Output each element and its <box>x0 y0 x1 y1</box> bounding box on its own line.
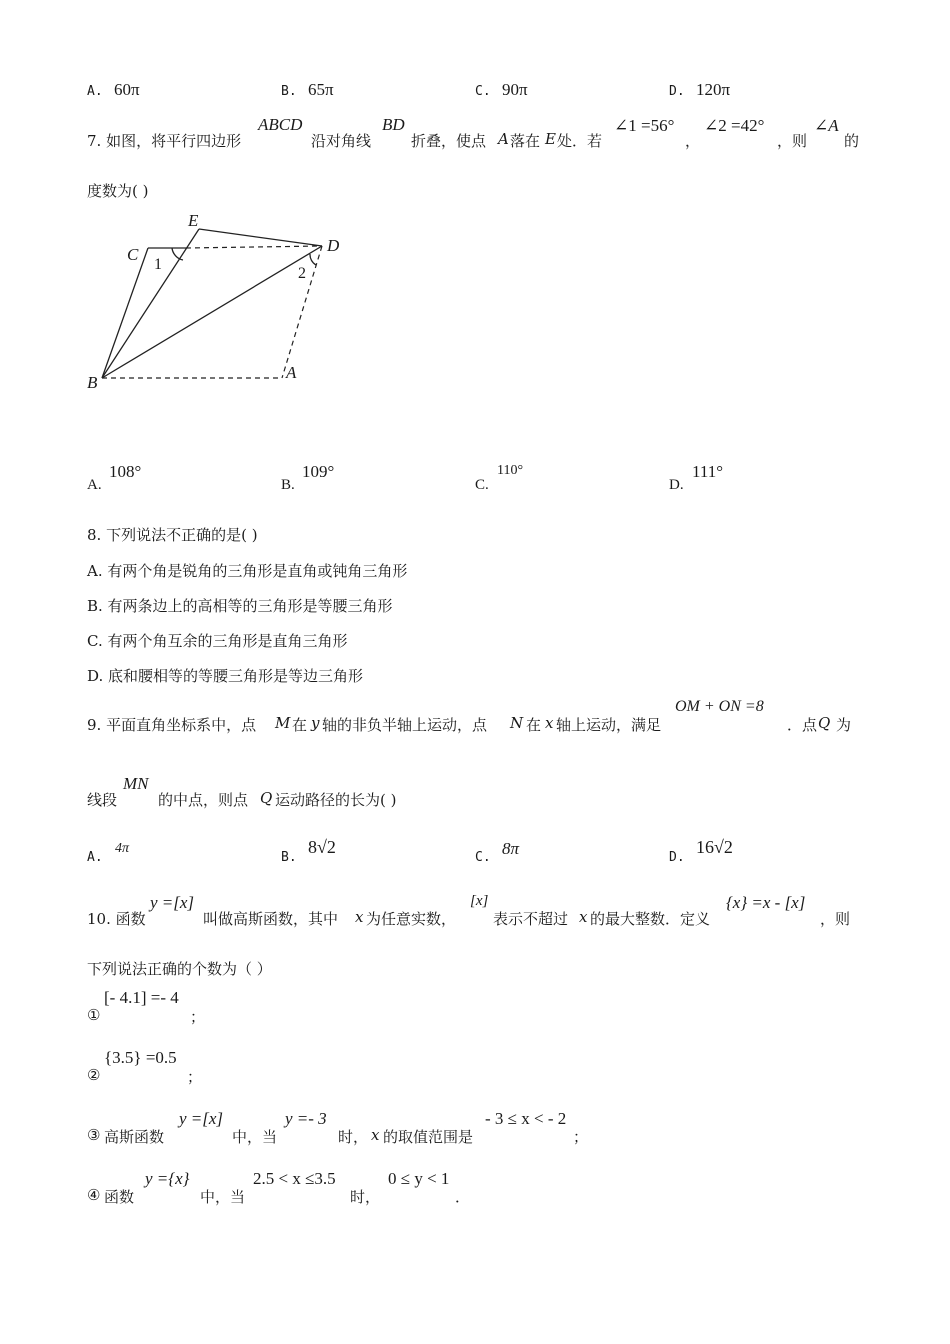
segment-be <box>102 229 199 378</box>
q10-item-2-math: {3.5} =0.5 <box>104 1048 177 1067</box>
q6-option-a-label: A. <box>87 84 103 99</box>
q7-math-angle1: ∠1 =56° <box>614 116 675 135</box>
q6-option-c-label: C. <box>475 84 491 99</box>
q10-text-1: 10. 函数 <box>87 910 146 928</box>
q10-item-3-text-3: 时， <box>338 1128 369 1146</box>
label-d: D <box>327 236 340 255</box>
q10-math-x: x <box>355 908 364 926</box>
q9-line2-text-1: 线段 <box>87 791 118 809</box>
q9-math-equation: OM + ON =8 <box>675 698 764 715</box>
q9-option-b-value: 8√2 <box>308 837 336 857</box>
q8-option-d: D. 底和腰相等的等腰三角形是等边三角形 <box>87 667 364 685</box>
label-e: E <box>188 211 199 230</box>
q10-item-4-text-3: 时， <box>350 1188 381 1206</box>
q7-option-c-label: C. <box>475 477 489 493</box>
segment-cd-dashed <box>186 246 322 248</box>
q7-figure <box>0 0 950 420</box>
q7-math-a: A <box>498 130 509 148</box>
q6-option-c-value: 90π <box>502 80 528 99</box>
q9-text-3: 轴的非负半轴上运动，点 <box>322 716 488 734</box>
label-b: B <box>87 373 98 392</box>
q6-option-b-value: 65π <box>308 80 334 99</box>
q10-text-5: 的最大整数．定义 <box>590 910 711 928</box>
q10-text-2: 叫做高斯函数，其中 <box>203 910 339 928</box>
q7-option-d-label: D. <box>669 477 684 493</box>
q10-text-4: 表示不超过 <box>493 910 569 928</box>
q7-text-1: 7. 如图，将平行四边形 <box>87 132 242 150</box>
q9-math-n: N <box>510 714 524 732</box>
q9-math-x: x <box>545 714 554 732</box>
q7-text-8: 的 <box>844 132 860 150</box>
q7-text-7: ，则 <box>777 132 808 150</box>
q9-math-q: Q <box>818 714 831 732</box>
q10-item-2-num: ② <box>87 1066 101 1084</box>
q9-text-5: 轴上运动，满足 <box>556 716 662 734</box>
q6-option-d-label: D. <box>669 84 685 99</box>
q8-option-b: B. 有两条边上的高相等的三角形是等腰三角形 <box>87 597 393 615</box>
q10-text-line2: 下列说法正确的个数为（ ） <box>87 960 272 978</box>
q9-option-d-value: 16√2 <box>696 837 733 857</box>
q10-item-3-math-4: - 3 ≤ x < - 2 <box>485 1109 567 1128</box>
q9-math-q2: Q <box>260 789 273 807</box>
q9-text-2: 在 <box>292 716 308 734</box>
q7-option-b-label: B. <box>281 477 295 493</box>
q9-text-4: 在 <box>526 716 542 734</box>
q7-option-a-label: A. <box>87 477 102 493</box>
q9-line2-text-3: 运动路径的长为( ) <box>275 791 397 809</box>
q9-option-d-label: D. <box>669 850 685 865</box>
q10-math-definition: {x} =x - [x] <box>726 893 806 912</box>
q7-text-4: 落在 <box>510 132 541 150</box>
q8-option-c: C. 有两个角互余的三角形是直角三角形 <box>87 632 348 650</box>
q9-option-a-label: A. <box>87 850 103 865</box>
q10-item-3-math-2: y =- 3 <box>285 1109 327 1128</box>
q9-option-c-label: C. <box>475 850 491 865</box>
q10-item-3-text-4: 的取值范围是 <box>383 1128 474 1146</box>
q6-option-a-value: 60π <box>114 80 140 99</box>
q7-option-d-value: 111° <box>692 462 724 481</box>
q9-option-c-value: 8π <box>502 839 520 858</box>
q10-item-1-num: ① <box>87 1006 101 1024</box>
q10-item-3-tail: ； <box>573 1128 589 1146</box>
q9-option-a-value: 4π <box>115 841 130 856</box>
q10-item-4-math-1: y ={x} <box>145 1169 190 1188</box>
label-c: C <box>127 245 139 264</box>
q10-item-1-math: [- 4.1] =- 4 <box>104 988 179 1007</box>
q7-text-line2: 度数为( ) <box>87 182 149 200</box>
segment-ed <box>199 229 322 246</box>
q10-item-3-math-1: y =[x] <box>179 1109 224 1128</box>
q10-item-4-text-1: 函数 <box>104 1188 135 1206</box>
q10-math-x2: x <box>579 908 588 926</box>
q10-item-3-math-3: x <box>371 1126 380 1144</box>
q10-text-6: ，则 <box>820 910 851 928</box>
q7-math-bd: BD <box>382 115 405 134</box>
q10-text-3: 为任意实数， <box>366 910 457 928</box>
q10-item-1-tail: ； <box>190 1008 206 1026</box>
q9-option-b-label: B. <box>281 850 297 865</box>
q10-item-4-text-2: 中，当 <box>200 1188 246 1206</box>
q10-item-4-tail: ． <box>455 1188 471 1206</box>
q9-text-7: 为 <box>836 716 852 734</box>
angle-2-arc <box>310 254 316 265</box>
angle-1-arc <box>172 248 183 260</box>
q7-math-angle-a: ∠A <box>814 116 839 135</box>
label-angle-2: 2 <box>298 265 306 282</box>
q10-item-3-text-1: 高斯函数 <box>104 1128 165 1146</box>
q7-text-2: 沿对角线 <box>311 132 372 150</box>
q7-math-e: E <box>545 130 556 148</box>
segment-bd <box>102 246 322 378</box>
q9-text-6: ．点 <box>787 716 818 734</box>
segment-bc <box>102 248 148 378</box>
q7-math-abcd: ABCD <box>258 115 303 134</box>
q8-option-a: A. 有两个角是锐角的三角形是直角或钝角三角形 <box>87 562 408 580</box>
q6-option-d-value: 120π <box>696 80 731 99</box>
q10-item-4-math-3: 0 ≤ y < 1 <box>388 1169 450 1188</box>
label-angle-1: 1 <box>154 256 162 273</box>
q10-item-3-num: ③ <box>87 1126 101 1144</box>
q8-stem: 8. 下列说法不正确的是( ) <box>87 526 258 544</box>
q10-math-bracket-x: [x] <box>470 893 489 909</box>
q9-math-y: y <box>311 714 320 732</box>
q7-text-3: 折叠，使点 <box>411 132 487 150</box>
q7-math-angle2: ∠2 =42° <box>704 116 765 135</box>
label-a: A <box>286 363 297 382</box>
q10-math-gauss: y =[x] <box>150 893 195 912</box>
q7-text-6: ， <box>685 132 701 150</box>
q9-math-mn: MN <box>123 774 149 793</box>
q9-math-m: M <box>275 714 291 732</box>
q10-item-4-math-2: 2.5 < x ≤3.5 <box>253 1169 336 1188</box>
q9-text-1: 9. 平面直角坐标系中，点 <box>87 716 257 734</box>
q7-text-5: 处．若 <box>557 132 603 150</box>
q7-option-a-value: 108° <box>109 462 142 481</box>
q9-line2-text-2: 的中点，则点 <box>158 791 249 809</box>
q10-item-2-tail: ； <box>187 1068 203 1086</box>
q7-option-b-value: 109° <box>302 462 335 481</box>
q10-item-4-num: ④ <box>87 1186 101 1204</box>
q6-option-b-label: B. <box>281 84 297 99</box>
q10-item-3-text-2: 中，当 <box>232 1128 278 1146</box>
q7-option-c-value: 110° <box>497 463 524 478</box>
